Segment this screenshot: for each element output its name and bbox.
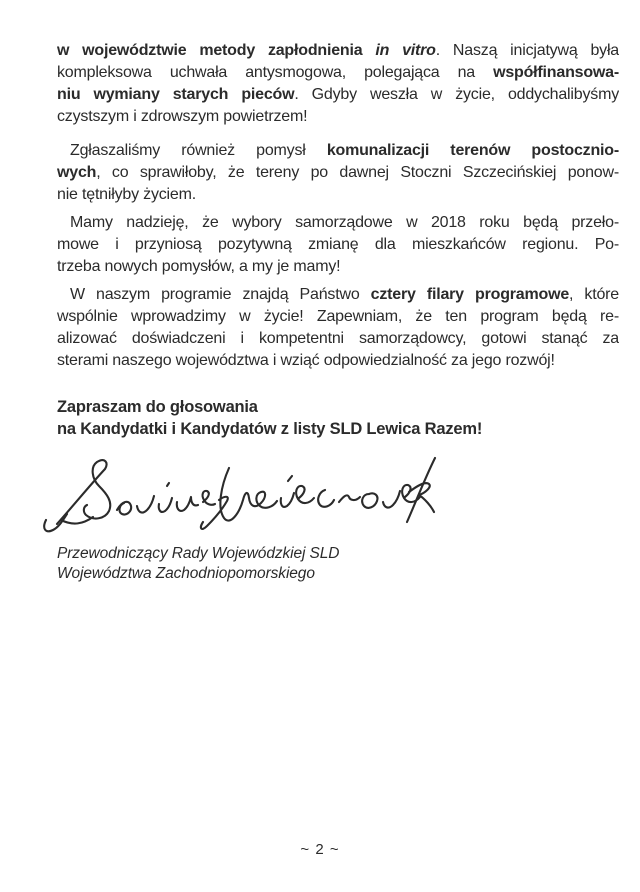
text-run: współfinansowa- [493, 64, 619, 81]
text-run: Zgłaszaliśmy również pomysł [70, 142, 327, 159]
text-run: wspólnie wprowadzimy w życie! Zapewniam, że ten program będą re- [57, 308, 619, 325]
text-run: komunalizacji terenów postocznio- [326, 142, 619, 159]
text-line [57, 328, 619, 350]
voting-call-to-action [57, 396, 619, 440]
text-line [57, 106, 619, 128]
text-run: cztery filary programowe [370, 286, 570, 303]
text-run: czystszym i zdrowszym powietrzem! [57, 108, 308, 125]
text-run: . Naszą inicjatywą była [435, 42, 619, 59]
text-line [57, 184, 619, 206]
text-line [57, 284, 619, 306]
text-run: in vitro [375, 42, 436, 59]
text-line [57, 212, 619, 234]
text-run: Mamy nadzieję, że wybory samorządowe w 2018 roku będą przeło- [70, 214, 619, 231]
text-line [57, 306, 619, 328]
signature-image [43, 456, 443, 536]
text-line [57, 40, 619, 62]
cta-line: Zapraszam do głosowania [57, 398, 258, 416]
credentials-line: Przewodniczący Rady Wojewódzkiej SLD [57, 545, 340, 562]
page-number: ~ 2 ~ [300, 841, 340, 858]
signature-block [43, 456, 443, 536]
text-line [57, 162, 619, 184]
text-run: , co sprawiłoby, że tereny po dawnej Stoczni Szczecińskiej ponow- [96, 164, 619, 181]
text-run: sterami naszego województwa i wziąć odpowiedzialność za jego rozwój! [57, 352, 555, 369]
text-run: nie tętniłyby życiem. [57, 186, 196, 203]
text-run: mowe i przyniosą pozytywną zmianę dla mieszkańców regionu. Po- [57, 236, 619, 253]
paragraphs [57, 40, 619, 372]
paragraph [57, 284, 619, 372]
text-line [57, 350, 619, 372]
text-line [57, 256, 619, 278]
paragraph [57, 212, 619, 278]
text-run: niu wymiany starych pieców [57, 86, 295, 103]
text-line [57, 234, 619, 256]
text-run: w województwie metody zapłodnienia [57, 42, 376, 59]
credentials-line: Województwa Zachodniopomorskiego [57, 565, 315, 582]
cta-line: na Kandydatki i Kandydatów z listy SLD Lewica Razem! [57, 420, 483, 438]
text-run: wych [57, 164, 97, 181]
text-line [57, 62, 619, 84]
paragraph [57, 40, 619, 128]
signatory-title [57, 544, 619, 584]
text-run: alizować doświadczeni i kompetentni samorządowcy, gotowi stanąć za [57, 330, 619, 347]
paragraph [57, 140, 619, 206]
text-run: W naszym programie znajdą Państwo [70, 286, 371, 303]
text-line [57, 84, 619, 106]
text-run: . Gdyby weszła w życie, oddychalibyśmy [294, 86, 619, 103]
text-line [57, 140, 619, 162]
text-run: kompleksowa uchwała antysmogowa, polegająca na [57, 64, 494, 81]
text-run: , które [569, 286, 619, 303]
text-column [57, 40, 619, 584]
text-run: trzeba nowych pomysłów, a my je mamy! [57, 258, 341, 275]
